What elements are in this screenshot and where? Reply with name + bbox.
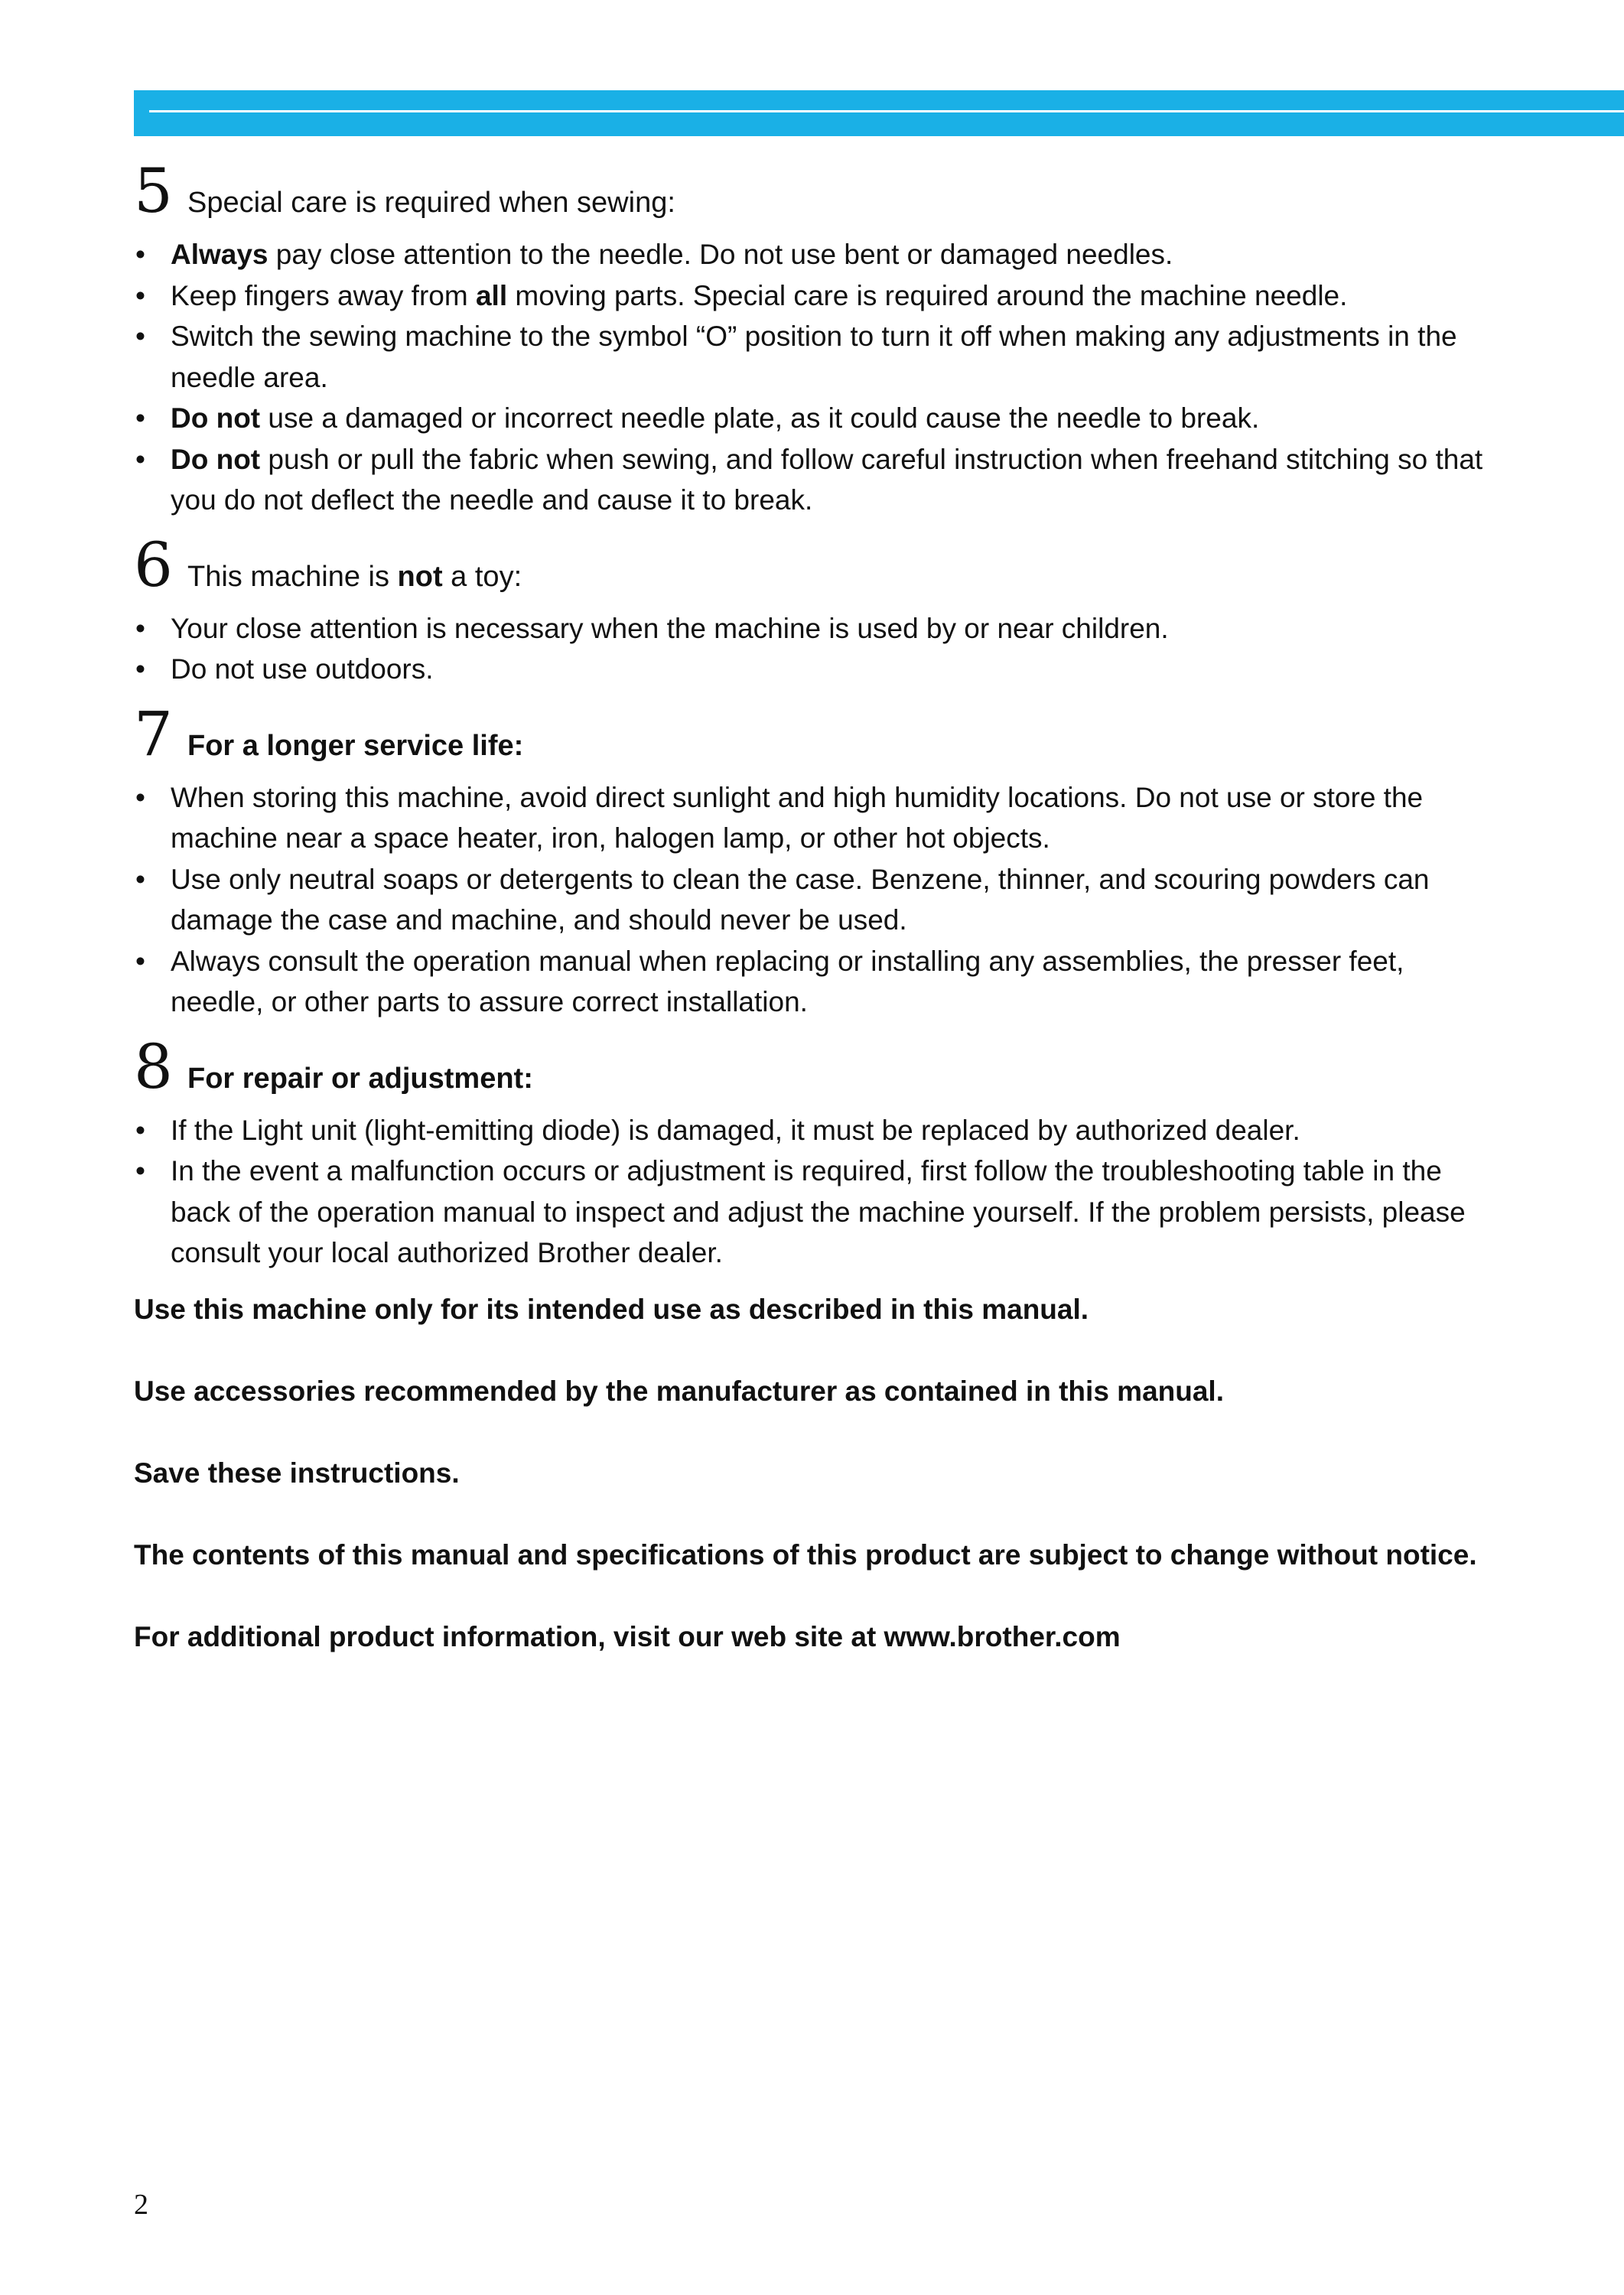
list-item: • Use only neutral soaps or detergents to clean the case. Benzene, thinner, and scouring powders can damage the case and machine, and should never be used. — [134, 859, 1503, 941]
list-item: • Do not use a damaged or incorrect needle plate, as it could cause the needle to break. — [134, 398, 1503, 439]
list-item: • Switch the sewing machine to the symbol “O” position to turn it off when making any adjustments in the needle area. — [134, 316, 1503, 398]
bullet-list — [134, 1110, 1503, 1274]
bullet-icon: • — [135, 863, 145, 895]
list-item: • Always pay close attention to the needle. Do not use bent or damaged needles. — [134, 234, 1503, 275]
bullet-icon: • — [135, 945, 145, 977]
section-title: For repair or adjustment: — [187, 1062, 533, 1095]
bullet-icon: • — [135, 279, 145, 311]
bullet-icon: • — [135, 443, 145, 475]
document-body — [134, 155, 1503, 1700]
bullet-icon: • — [135, 1155, 145, 1187]
section-6 — [134, 529, 1503, 690]
section-heading — [134, 698, 1503, 770]
section-7 — [134, 698, 1503, 1023]
list-item: • Do not push or pull the fabric when sewing, and follow careful instruction when freehand stitching so that you do not deflect the needle and cause it to break. — [134, 439, 1503, 521]
section-title: This machine is not a toy: — [187, 560, 522, 593]
list-item: • Always consult the operation manual when replacing or installing any assemblies, the presser feet, needle, or other parts to assure correct installation. — [134, 941, 1503, 1023]
section-number: 6 — [134, 529, 173, 601]
bullet-icon: • — [135, 653, 145, 685]
header-rule — [149, 110, 1624, 112]
section-number: 7 — [134, 698, 173, 770]
section-number: 5 — [134, 155, 173, 226]
bullet-icon: • — [135, 1114, 145, 1146]
header-bar — [134, 90, 1624, 136]
list-item: • Do not use outdoors. — [134, 649, 1503, 690]
list-item: • If the Light unit (light-emitting diode) is damaged, it must be replaced by authorized dealer. — [134, 1110, 1503, 1151]
bullet-list — [134, 777, 1503, 1023]
bullet-icon: • — [135, 402, 145, 434]
section-5 — [134, 155, 1503, 521]
bullet-list — [134, 608, 1503, 690]
list-item: • When storing this machine, avoid direct sunlight and high humidity locations. Do not use or store the machine near a space heater, iron, halogen lamp, or other hot objects. — [134, 777, 1503, 859]
section-number: 8 — [134, 1030, 173, 1102]
list-item: • Keep fingers away from all moving parts. Special care is required around the machine needle. — [134, 275, 1503, 317]
page-number: 2 — [134, 2189, 148, 2221]
bullet-icon: • — [135, 321, 145, 352]
notice-specifications: The contents of this manual and specifications of this product are subject to change without notice. — [134, 1538, 1477, 1571]
bullet-icon: • — [135, 781, 145, 813]
notice-save-instructions: Save these instructions. — [134, 1457, 460, 1489]
bullet-icon: • — [135, 612, 145, 644]
bullet-icon: • — [135, 239, 145, 270]
notice-intended-use: Use this machine only for its intended use as described in this manual. — [134, 1293, 1089, 1325]
section-heading — [134, 155, 1503, 226]
notice-website: For additional product information, visit our web site at www.brother.com — [134, 1620, 1121, 1652]
notice-accessories: Use accessories recommended by the manufacturer as contained in this manual. — [134, 1375, 1224, 1407]
section-heading — [134, 529, 1503, 601]
section-heading — [134, 1030, 1503, 1102]
section-title: Special care is required when sewing: — [187, 187, 675, 219]
list-item: • Your close attention is necessary when the machine is used by or near children. — [134, 608, 1503, 649]
list-item: • In the event a malfunction occurs or adjustment is required, first follow the troubleshooting table in the back of the operation manual to inspect and adjust the machine yourself. If the problem persists, please consult your local authorized Brother dealer. — [134, 1151, 1503, 1274]
section-title: For a longer service life: — [187, 729, 524, 762]
section-8 — [134, 1030, 1503, 1274]
bullet-list — [134, 234, 1503, 521]
